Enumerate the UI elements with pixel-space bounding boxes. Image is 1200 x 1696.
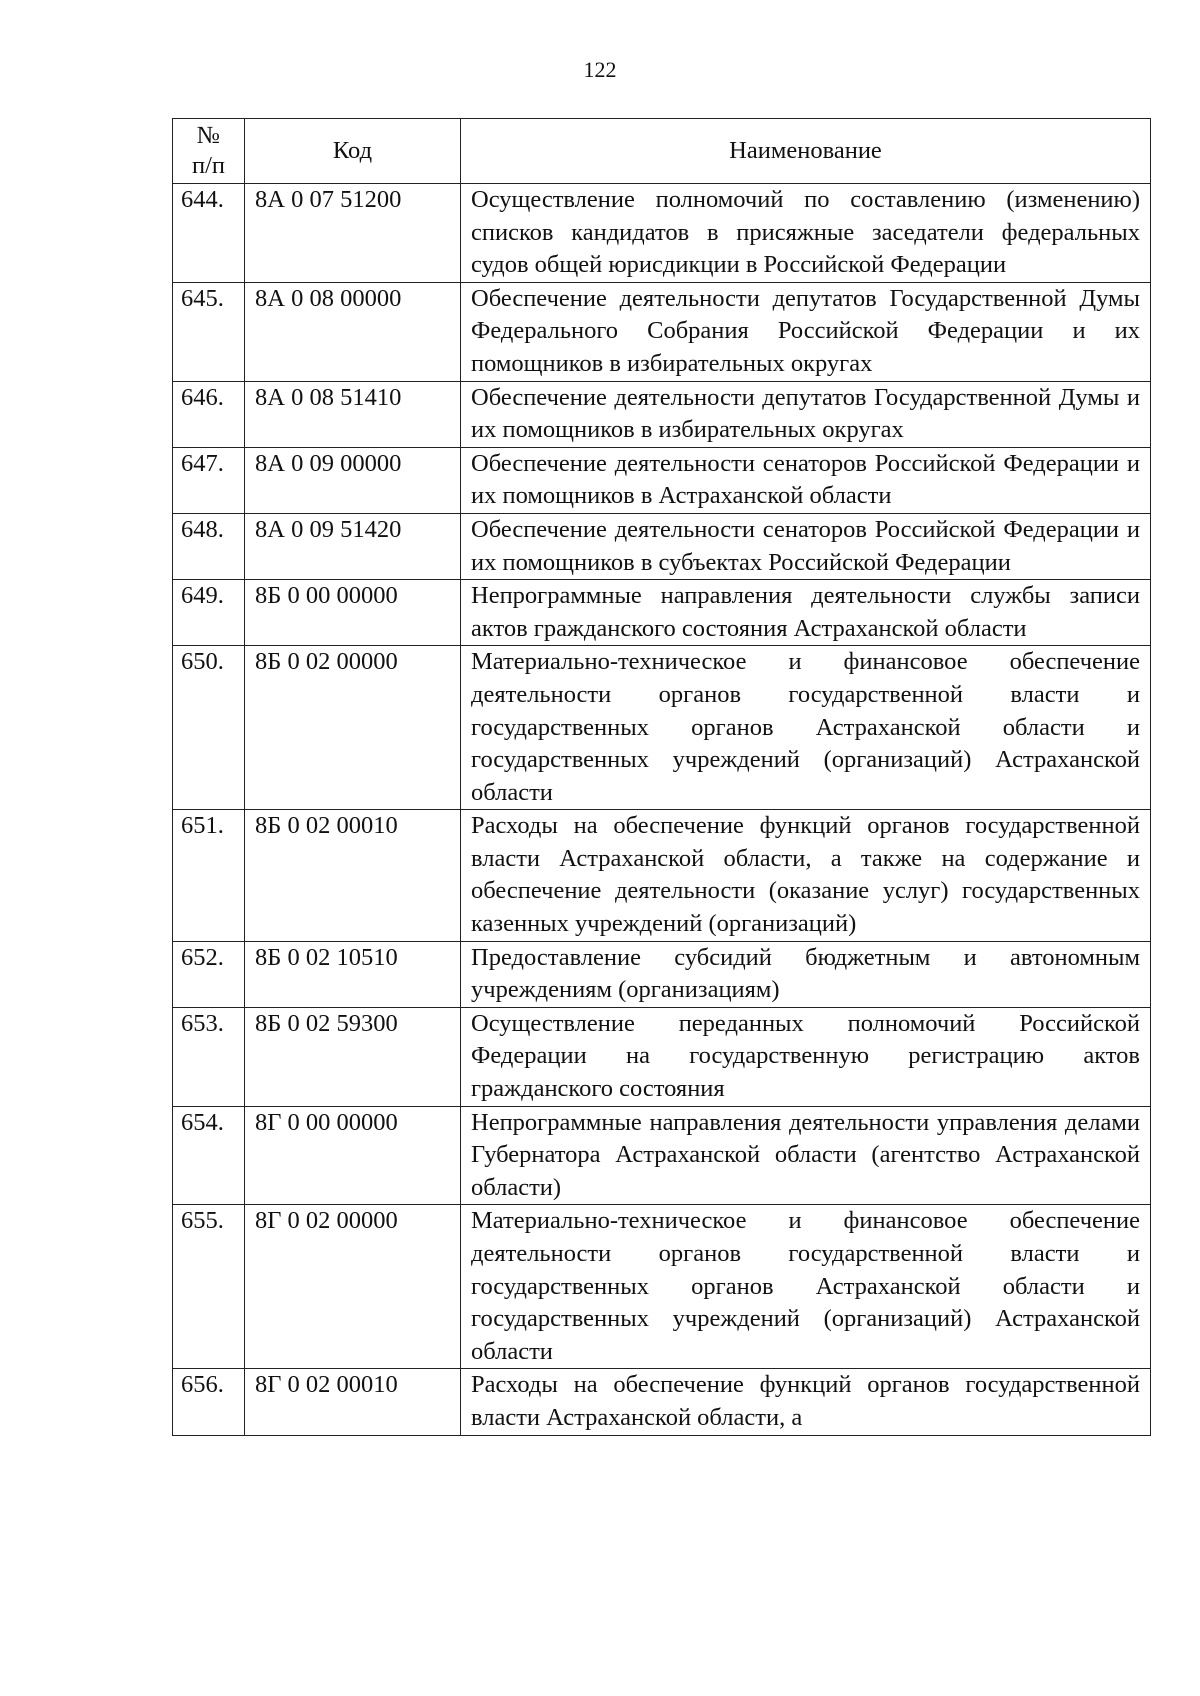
table-row <box>173 580 1151 646</box>
row-code: 8Г 0 02 00010 <box>245 1369 461 1435</box>
row-code: 8А 0 09 51420 <box>245 513 461 579</box>
header-num-line1: № <box>196 122 221 149</box>
table-row <box>173 381 1151 447</box>
row-code: 8А 0 08 00000 <box>245 282 461 381</box>
row-name: Обеспечение деятельности депутатов Государственной Думы и их помощников в избирательных округах <box>461 381 1151 447</box>
row-name: Непрограммные направления деятельности службы записи актов гражданского состояния Астраханской области <box>461 580 1151 646</box>
row-name: Осуществление полномочий по составлению (изменению) списков кандидатов в присяжные заседатели федеральных судов общей юрисдикции в Российской Федерации <box>461 184 1151 283</box>
row-name: Материально-техническое и финансовое обеспечение деятельности органов государственной власти и государственных органов Астраханской области и государственных учреждений (организаций) Астраханской области <box>461 1205 1151 1369</box>
row-code: 8Б 0 02 59300 <box>245 1007 461 1106</box>
row-name: Непрограммные направления деятельности управления делами Губернатора Астраханской области (агентство Астраханской области) <box>461 1106 1151 1205</box>
budget-code-table <box>172 118 1151 1436</box>
row-code: 8Б 0 00 00000 <box>245 580 461 646</box>
row-code: 8Б 0 02 00010 <box>245 810 461 941</box>
row-code: 8А 0 09 00000 <box>245 447 461 513</box>
table-row <box>173 447 1151 513</box>
row-number: 653. <box>173 1007 245 1106</box>
table-row <box>173 513 1151 579</box>
row-name: Предоставление субсидий бюджетным и автономным учреждениям (организациям) <box>461 941 1151 1007</box>
row-name: Обеспечение деятельности сенаторов Российской Федерации и их помощников в Астраханской области <box>461 447 1151 513</box>
row-code: 8Б 0 02 00000 <box>245 646 461 810</box>
row-code: 8А 0 07 51200 <box>245 184 461 283</box>
row-number: 645. <box>173 282 245 381</box>
table-row <box>173 282 1151 381</box>
table-row <box>173 646 1151 810</box>
table-row <box>173 941 1151 1007</box>
row-number: 644. <box>173 184 245 283</box>
row-number: 647. <box>173 447 245 513</box>
table-row <box>173 1369 1151 1435</box>
header-num <box>173 119 245 184</box>
row-number: 646. <box>173 381 245 447</box>
row-name: Расходы на обеспечение функций органов государственной власти Астраханской области, а <box>461 1369 1151 1435</box>
table-row <box>173 1007 1151 1106</box>
row-number: 651. <box>173 810 245 941</box>
row-name: Обеспечение деятельности сенаторов Российской Федерации и их помощников в субъектах Российской Федерации <box>461 513 1151 579</box>
row-number: 650. <box>173 646 245 810</box>
header-row <box>173 119 1151 184</box>
row-number: 648. <box>173 513 245 579</box>
row-number: 649. <box>173 580 245 646</box>
row-number: 654. <box>173 1106 245 1205</box>
row-code: 8Г 0 00 00000 <box>245 1106 461 1205</box>
row-code: 8Б 0 02 10510 <box>245 941 461 1007</box>
row-name: Материально-техническое и финансовое обеспечение деятельности органов государственной власти и государственных органов Астраханской области и государственных учреждений (организаций) Астраханской области <box>461 646 1151 810</box>
table-row <box>173 184 1151 283</box>
row-number: 652. <box>173 941 245 1007</box>
table-body <box>173 184 1151 1436</box>
row-number: 656. <box>173 1369 245 1435</box>
table-row <box>173 1106 1151 1205</box>
header-num-line2: п/п <box>191 152 226 179</box>
row-name: Обеспечение деятельности депутатов Государственной Думы Федерального Собрания Российской Федерации и их помощников в избирательных округах <box>461 282 1151 381</box>
page-number: 122 <box>583 57 617 82</box>
table-header <box>173 119 1151 184</box>
row-name: Расходы на обеспечение функций органов государственной власти Астраханской области, а также на содержание и обеспечение деятельности (оказание услуг) государственных казенных учреждений (организаций) <box>461 810 1151 941</box>
row-number: 655. <box>173 1205 245 1369</box>
row-code: 8Г 0 02 00000 <box>245 1205 461 1369</box>
header-name: Наименование <box>461 119 1151 184</box>
table-row <box>173 1205 1151 1369</box>
row-name: Осуществление переданных полномочий Российской Федерации на государственную регистрацию актов гражданского состояния <box>461 1007 1151 1106</box>
header-code: Код <box>245 119 461 184</box>
table-row <box>173 810 1151 941</box>
row-code: 8А 0 08 51410 <box>245 381 461 447</box>
